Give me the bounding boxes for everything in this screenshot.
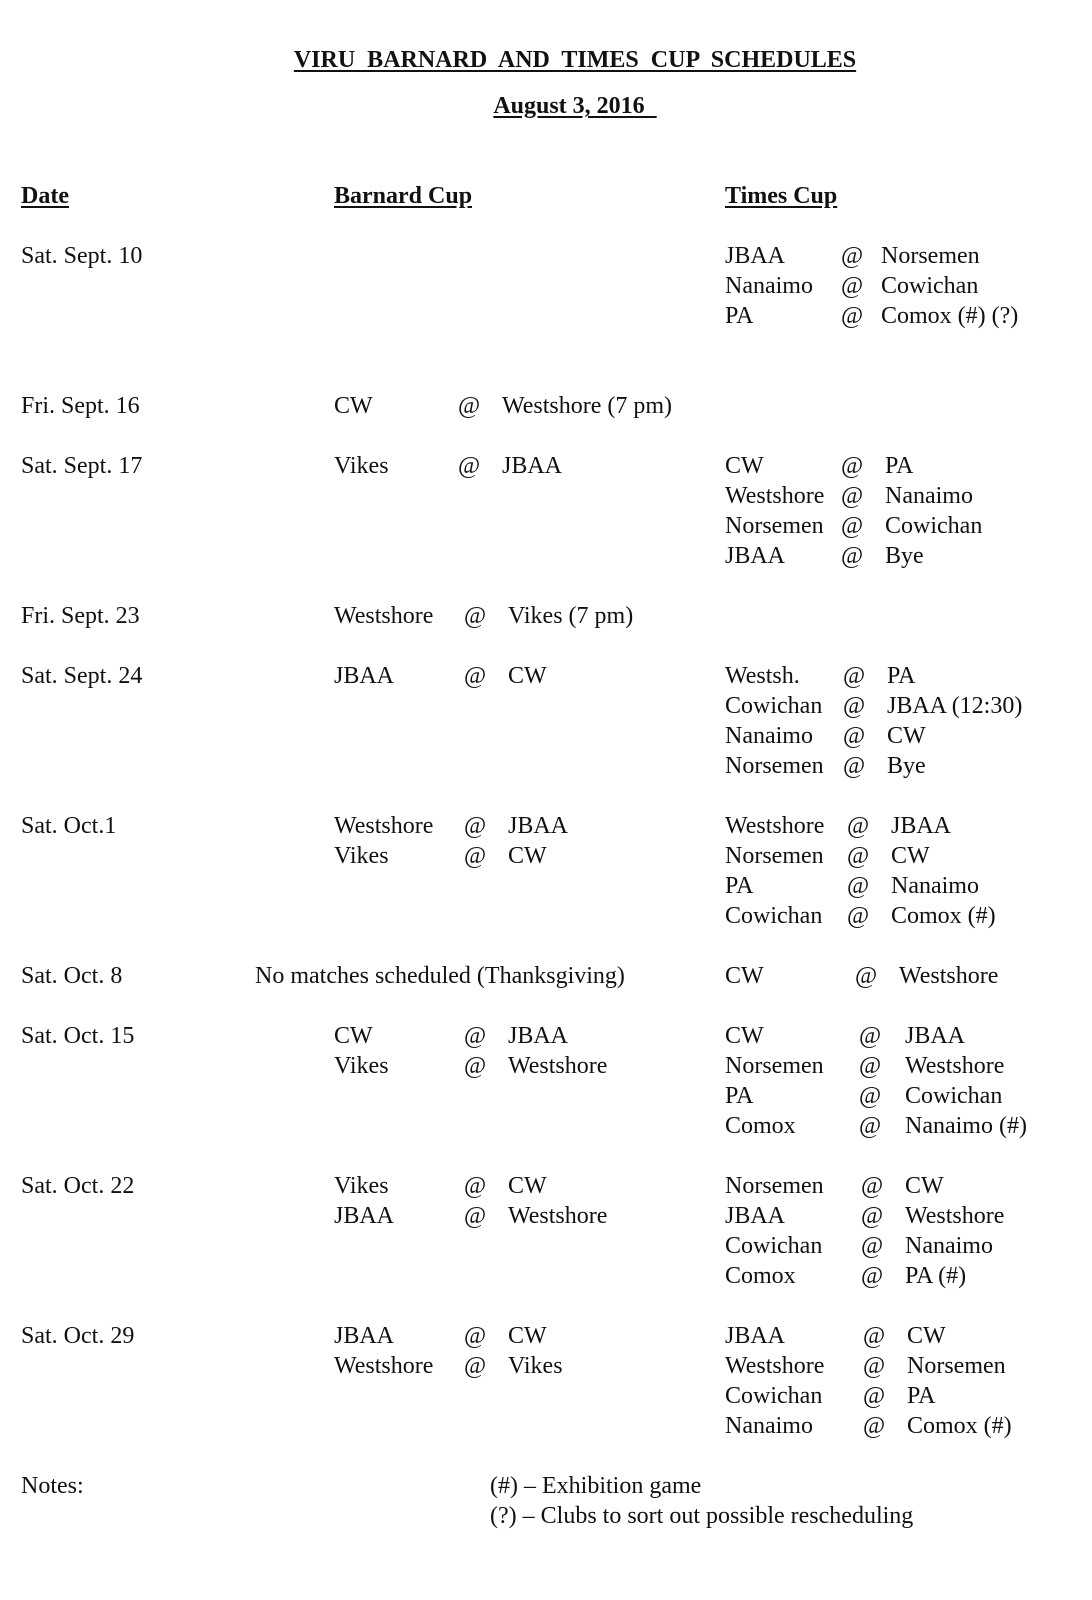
away-team: Cowichan <box>881 273 979 299</box>
document-date: August 3, 2016 <box>493 93 657 119</box>
away-team: JBAA <box>508 1023 569 1049</box>
away-team: Vikes (7 pm) <box>508 603 634 629</box>
away-team: Nanaimo <box>885 483 973 509</box>
away-team: Comox (#) <box>891 903 996 929</box>
away-team: CW <box>508 1323 547 1349</box>
home-team: Cowichan <box>725 903 823 929</box>
at-symbol: @ <box>861 1233 884 1259</box>
row-date: Sat. Sept. 17 <box>21 453 143 479</box>
home-team: Vikes <box>334 453 389 479</box>
at-symbol: @ <box>841 453 864 479</box>
away-team: PA <box>885 453 914 479</box>
home-team: Nanaimo <box>725 1413 813 1439</box>
home-team: Norsemen <box>725 1173 824 1199</box>
away-team: Bye <box>885 543 924 569</box>
at-symbol: @ <box>464 813 487 839</box>
away-team: Westshore <box>508 1203 608 1229</box>
away-team: CW <box>891 843 930 869</box>
at-symbol: @ <box>841 273 864 299</box>
home-team: Nanaimo <box>725 723 813 749</box>
home-team: JBAA <box>725 1323 786 1349</box>
home-team: JBAA <box>725 1203 786 1229</box>
away-team: Westshore (7 pm) <box>502 393 673 419</box>
row-date: Sat. Oct. 22 <box>21 1173 135 1199</box>
away-team: PA <box>887 663 916 689</box>
home-team: Vikes <box>334 1053 389 1079</box>
home-team: JBAA <box>725 543 786 569</box>
away-team: Westshore <box>905 1203 1005 1229</box>
at-symbol: @ <box>464 843 487 869</box>
at-symbol: @ <box>843 753 866 779</box>
away-team: Westshore <box>905 1053 1005 1079</box>
home-team: Vikes <box>334 1173 389 1199</box>
at-symbol: @ <box>861 1263 884 1289</box>
away-team: CW <box>907 1323 946 1349</box>
home-team: JBAA <box>334 663 395 689</box>
at-symbol: @ <box>863 1353 886 1379</box>
home-team: JBAA <box>334 1323 395 1349</box>
home-team: PA <box>725 1083 754 1109</box>
home-team: Norsemen <box>725 1053 824 1079</box>
away-team: Bye <box>887 753 926 779</box>
at-symbol: @ <box>464 603 487 629</box>
note-exhibition: (#) – Exhibition game <box>490 1473 702 1499</box>
home-team: PA <box>725 303 754 329</box>
away-team: Nanaimo (#) <box>905 1113 1027 1139</box>
row-date: Sat. Oct. 15 <box>21 1023 135 1049</box>
column-header-date: Date <box>21 183 69 209</box>
notes-list <box>490 1471 913 1531</box>
home-team: PA <box>725 873 754 899</box>
away-team: Nanaimo <box>905 1233 993 1259</box>
away-team: Cowichan <box>885 513 983 539</box>
away-team: Norsemen <box>907 1353 1006 1379</box>
at-symbol: @ <box>859 1113 882 1139</box>
at-symbol: @ <box>458 393 481 419</box>
home-team: Vikes <box>334 843 389 869</box>
row-date: Sat. Oct.1 <box>21 813 117 839</box>
column-header-barnard-cup: Barnard Cup <box>334 183 473 209</box>
away-team: Comox (#) (?) <box>881 303 1019 329</box>
home-team: Westshore <box>725 483 825 509</box>
away-team: JBAA <box>502 453 563 479</box>
away-team: CW <box>508 663 547 689</box>
at-symbol: @ <box>847 873 870 899</box>
home-team: Comox <box>725 1113 796 1139</box>
away-team: CW <box>905 1173 944 1199</box>
home-team: Westshore <box>725 1353 825 1379</box>
away-team: Comox (#) <box>907 1413 1012 1439</box>
away-team: Westshore <box>508 1053 608 1079</box>
at-symbol: @ <box>861 1203 884 1229</box>
home-team: Comox <box>725 1263 796 1289</box>
away-team: PA (#) <box>905 1263 967 1289</box>
at-symbol: @ <box>863 1323 886 1349</box>
away-team: Cowichan <box>905 1083 1003 1109</box>
at-symbol: @ <box>841 543 864 569</box>
home-team: CW <box>334 393 373 419</box>
away-team: Norsemen <box>881 243 980 269</box>
home-team: Westshore <box>334 813 434 839</box>
home-team: CW <box>725 963 764 989</box>
at-symbol: @ <box>859 1083 882 1109</box>
row-date: Sat. Sept. 10 <box>21 243 143 269</box>
away-team: CW <box>508 1173 547 1199</box>
home-team: Nanaimo <box>725 273 813 299</box>
at-symbol: @ <box>841 513 864 539</box>
at-symbol: @ <box>847 813 870 839</box>
row-date: Sat. Oct. 29 <box>21 1323 135 1349</box>
at-symbol: @ <box>847 843 870 869</box>
home-team: Westshore <box>725 813 825 839</box>
home-team: Cowichan <box>725 1233 823 1259</box>
at-symbol: @ <box>464 1203 487 1229</box>
row-date: Fri. Sept. 16 <box>21 393 140 419</box>
row-date: Sat. Oct. 8 <box>21 963 123 989</box>
at-symbol: @ <box>843 663 866 689</box>
home-team: Westshore <box>334 603 434 629</box>
barnard-note: No matches scheduled (Thanksgiving) <box>255 963 625 989</box>
home-team: Cowichan <box>725 1383 823 1409</box>
at-symbol: @ <box>464 1173 487 1199</box>
home-team: CW <box>725 453 764 479</box>
home-team: CW <box>725 1023 764 1049</box>
at-symbol: @ <box>464 1053 487 1079</box>
home-team: Cowichan <box>725 693 823 719</box>
at-symbol: @ <box>847 903 870 929</box>
at-symbol: @ <box>464 1023 487 1049</box>
notes-label: Notes: <box>21 1473 84 1499</box>
away-team: JBAA <box>905 1023 966 1049</box>
home-team: JBAA <box>725 243 786 269</box>
away-team: PA <box>907 1383 936 1409</box>
row-date: Fri. Sept. 23 <box>21 603 140 629</box>
document-title: VIRU BARNARD AND TIMES CUP SCHEDULES <box>293 47 857 73</box>
home-team: Westsh. <box>725 663 800 689</box>
away-team: Vikes <box>508 1353 563 1379</box>
row-date: Sat. Sept. 24 <box>21 663 143 689</box>
home-team: Norsemen <box>725 753 824 779</box>
column-header-times-cup: Times Cup <box>725 183 838 209</box>
away-team: JBAA (12:30) <box>887 693 1023 719</box>
at-symbol: @ <box>841 483 864 509</box>
away-team: JBAA <box>891 813 952 839</box>
at-symbol: @ <box>841 243 864 269</box>
at-symbol: @ <box>861 1173 884 1199</box>
at-symbol: @ <box>464 1323 487 1349</box>
at-symbol: @ <box>859 1053 882 1079</box>
at-symbol: @ <box>859 1023 882 1049</box>
away-team: CW <box>508 843 547 869</box>
away-team: CW <box>887 723 926 749</box>
away-team: Westshore <box>899 963 999 989</box>
at-symbol: @ <box>464 663 487 689</box>
away-team: JBAA <box>508 813 569 839</box>
at-symbol: @ <box>464 1353 487 1379</box>
at-symbol: @ <box>841 303 864 329</box>
home-team: Westshore <box>334 1353 434 1379</box>
home-team: CW <box>334 1023 373 1049</box>
home-team: JBAA <box>334 1203 395 1229</box>
away-team: Nanaimo <box>891 873 979 899</box>
home-team: Norsemen <box>725 843 824 869</box>
at-symbol: @ <box>863 1413 886 1439</box>
at-symbol: @ <box>863 1383 886 1409</box>
home-team: Norsemen <box>725 513 824 539</box>
at-symbol: @ <box>458 453 481 479</box>
at-symbol: @ <box>843 723 866 749</box>
at-symbol: @ <box>855 963 878 989</box>
note-rescheduling: (?) – Clubs to sort out possible rescheduling <box>490 1503 914 1529</box>
at-symbol: @ <box>843 693 866 719</box>
